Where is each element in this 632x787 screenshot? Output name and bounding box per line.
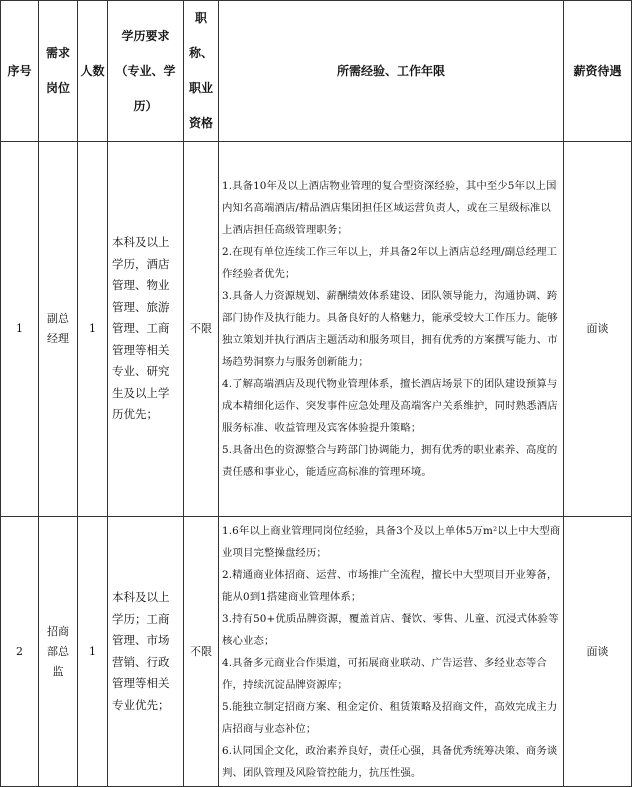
experience-item: 5.具备出色的资源整合与跨部门协调能力，拥有优秀的职业素养、高度的责任感和事业心，能适应高标准的管理环境。 bbox=[222, 444, 558, 478]
header-title-line: 职称、 bbox=[188, 11, 213, 60]
header-experience: 所需经验、工作年限 bbox=[219, 1, 564, 142]
header-position-line: 岗位 bbox=[45, 81, 70, 95]
header-salary: 薪资待遇 bbox=[564, 1, 632, 142]
experience-item: 1.具备10年及以上酒店物业管理的复合型资深经验，其中至少5年以上国内知名高端酒店/精品酒店集团担任区域运营负责人，或在三星级标准以上酒店担任高级管理职务； bbox=[222, 180, 557, 236]
header-education bbox=[108, 1, 184, 142]
table-row bbox=[1, 517, 632, 787]
experience-item: 4.了解高端酒店及现代物业管理体系，擅长酒店场景下的团队建设预算与成本精细化运作、突发事件应急处理及高端客户关系维护，同时熟悉酒店服务标准、收益管理及宾客体验提升策略； bbox=[222, 378, 558, 434]
header-row bbox=[1, 1, 632, 142]
row-position bbox=[39, 517, 78, 787]
experience-item: 3.持有50+优质品牌资源，覆盖首店、餐饮、零售、儿童、沉浸式体验等核心业态； bbox=[222, 612, 559, 647]
row-position-line: 部总 bbox=[47, 644, 69, 658]
header-title bbox=[184, 1, 219, 142]
row-no: 2 bbox=[1, 517, 39, 787]
row-position-line: 副总 bbox=[47, 312, 69, 325]
row-title: 不限 bbox=[184, 517, 219, 787]
header-position-line: 需求 bbox=[45, 46, 70, 60]
row-salary: 面谈 bbox=[564, 142, 632, 517]
experience-item: 6.认同国企文化，政治素养良好，责任心强，具备优秀统筹决策、商务谈判、团队管理及风险管控能力，抗压性强。 bbox=[222, 744, 558, 779]
row-title: 不限 bbox=[184, 142, 219, 517]
row-position bbox=[39, 142, 78, 517]
row-education: 本科及以上学历；工商管理、市场营销、行政管理等相关专业优先； bbox=[108, 517, 184, 787]
experience-item: 5.能独立制定招商方案、租金定价、租赁策略及招商文件，高效完成主力店招商与业态补位； bbox=[222, 700, 558, 735]
experience-item: 3.具备人力资源规划、薪酬绩效体系建设、团队领导能力，沟通协调、跨部门协作及执行能力。具备良好的人格魅力，能承受较大工作压力。能够独立策划并执行酒店主题活动和服务项目，拥有优秀的方案撰写能力、市场趋势洞察力与服务创新能力； bbox=[222, 290, 558, 368]
experience-item: 1.6年以上商业管理同岗位经验，具备3个及以上单体5万m²以上中大型商业项目完整操盘经历； bbox=[222, 524, 561, 559]
header-position bbox=[39, 1, 78, 142]
header-title-line: 职业 bbox=[188, 81, 213, 95]
experience-item: 4.具备多元商业合作渠道，可拓展商业联动、广告运营、多经业态等合作，持续沉淀品牌资源库； bbox=[222, 656, 547, 691]
header-no: 序号 bbox=[1, 1, 39, 142]
row-count: 1 bbox=[78, 517, 108, 787]
header-count: 人数 bbox=[78, 1, 108, 142]
row-count: 1 bbox=[78, 142, 108, 517]
row-experience bbox=[219, 142, 564, 517]
row-position-line: 招商 bbox=[47, 624, 69, 638]
row-education: 本科及以上学历，酒店管理、物业管理、旅游管理、工商管理等相关专业、研究生及以上学历优先； bbox=[108, 142, 184, 517]
header-education-line: 历） bbox=[133, 98, 158, 113]
experience-item: 2.精通商业体招商、运营、市场推广全流程，擅长中大型项目开业筹备，能从0到1搭建商业管理体系； bbox=[222, 568, 558, 603]
row-position-line: 监 bbox=[52, 664, 64, 678]
header-education-line: （专业、学 bbox=[115, 63, 176, 78]
header-title-line: 资格 bbox=[188, 116, 213, 130]
row-salary: 面谈 bbox=[564, 517, 632, 787]
row-no: 1 bbox=[1, 142, 39, 517]
experience-item: 2.在现有单位连续工作三年以上，并具备2年以上酒店总经理/副总经理工作经验者优先； bbox=[222, 246, 558, 280]
table-row bbox=[1, 142, 632, 517]
row-experience bbox=[219, 517, 564, 787]
row-position-line: 经理 bbox=[47, 332, 69, 345]
header-education-line: 学历要求 bbox=[121, 28, 170, 43]
